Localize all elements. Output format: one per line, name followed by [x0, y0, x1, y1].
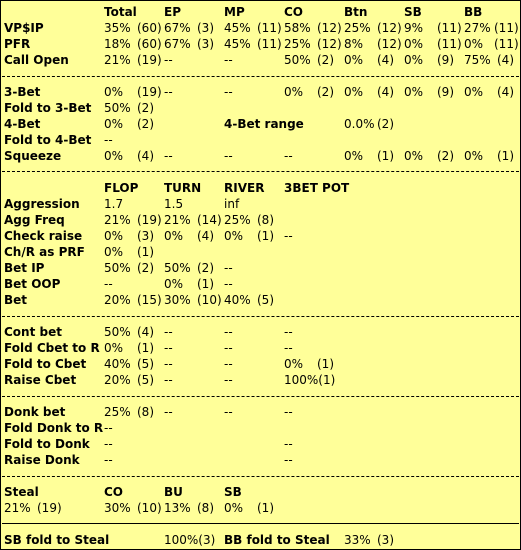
three-bet-ep: --: [164, 85, 173, 99]
vpip-bb: 27%: [464, 21, 491, 35]
three-bet-sb: 0%: [404, 85, 424, 99]
pfr-sb-count: (11): [437, 37, 462, 51]
call-open-sb: 0%: [404, 53, 424, 67]
call-open-btn: 0%: [344, 53, 364, 67]
vpip-sb-count: (11): [437, 21, 462, 35]
raise-cbet-3bet-pot: 100%(1): [284, 373, 336, 387]
fold-to-cbet-3bet-pot-count: (1): [317, 357, 334, 371]
four-bet-label: 4-Bet: [4, 117, 41, 131]
check-raise-turn-count: (4): [197, 229, 214, 243]
call-open-sb-count: (9): [437, 53, 454, 67]
pfr-btn: 8%: [344, 37, 364, 51]
agg-freq-label: Agg Freq: [4, 213, 65, 227]
vpip-bb-count: (11): [494, 21, 519, 35]
bet-oop-flop: --: [104, 277, 113, 291]
fold-to-cbet-river: --: [224, 357, 233, 371]
squeeze-ep: --: [164, 149, 173, 163]
fold-to-donk-3bet-pot: --: [284, 437, 293, 451]
check-raise-flop: 0%: [104, 229, 124, 243]
aggression-flop: 1.7: [104, 197, 124, 211]
call-open-label: Call Open: [4, 53, 69, 67]
agg-freq-river: 25%: [224, 213, 251, 227]
pfr-bb: 0%: [464, 37, 484, 51]
fold-cbet-to-r-flop-count: (1): [137, 341, 154, 355]
bet-turn: 30%: [164, 293, 191, 307]
donk-bet-flop: 25%: [104, 405, 131, 419]
header-co: CO: [284, 5, 304, 19]
three-bet-sb-count: (9): [437, 85, 454, 99]
pfr-sb: 0%: [404, 37, 424, 51]
fold-cbet-to-r-turn: --: [164, 341, 173, 355]
fold-to-cbet-flop: 40%: [104, 357, 131, 371]
chr-as-prf-flop: 0%: [104, 245, 124, 259]
section-divider: [2, 76, 519, 77]
fold-to-cbet-label: Fold to Cbet: [4, 357, 87, 371]
sb-fold-to-steal-value: 100%(3): [164, 533, 216, 547]
donk-bet-turn: --: [164, 405, 173, 419]
section-divider: [2, 316, 519, 317]
fold-to-3bet-label: Fold to 3-Bet: [4, 101, 92, 115]
cont-bet-turn: --: [164, 325, 173, 339]
fold-cbet-to-r-flop: 0%: [104, 341, 124, 355]
pfr-total-count: (60): [137, 37, 162, 51]
bet-label: Bet: [4, 293, 28, 307]
three-bet-bb: 0%: [464, 85, 484, 99]
bet-turn-count: (10): [197, 293, 222, 307]
steal-sb-count: (1): [257, 501, 274, 515]
steal-sb-label: SB: [224, 485, 242, 499]
bet-flop-count: (15): [137, 293, 162, 307]
squeeze-sb: 0%: [404, 149, 424, 163]
three-bet-mp: --: [224, 85, 233, 99]
agg-freq-turn-count: (14): [197, 213, 222, 227]
vpip-ep: 67%: [164, 21, 191, 35]
header-turn: TURN: [164, 181, 202, 195]
chr-as-prf-flop-count: (1): [137, 245, 154, 259]
steal-sb: 0%: [224, 501, 244, 515]
squeeze-mp: --: [224, 149, 233, 163]
pfr-ep: 67%: [164, 37, 191, 51]
raise-cbet-flop: 20%: [104, 373, 131, 387]
call-open-co: 50%: [284, 53, 311, 67]
bet-oop-river: --: [224, 277, 233, 291]
four-bet-range-value: 0.0%: [344, 117, 375, 131]
call-open-total: 21%: [104, 53, 131, 67]
sb-fold-to-steal-label: SB fold to Steal: [4, 533, 110, 547]
bet-oop-turn: 0%: [164, 277, 184, 291]
vpip-co-count: (12): [317, 21, 342, 35]
header-btn: Btn: [344, 5, 368, 19]
raise-cbet-turn: --: [164, 373, 173, 387]
section-divider: [2, 523, 519, 524]
raise-donk-3bet-pot: --: [284, 453, 293, 467]
vpip-co: 58%: [284, 21, 311, 35]
call-open-mp: --: [224, 53, 233, 67]
header-3bet-pot: 3BET POT: [284, 181, 350, 195]
steal-total-count: (19): [37, 501, 62, 515]
fold-to-4bet-total: --: [104, 133, 113, 147]
squeeze-label: Squeeze: [4, 149, 62, 163]
donk-bet-3bet-pot: --: [284, 405, 293, 419]
header-flop: FLOP: [104, 181, 139, 195]
fold-to-3bet-total: 50%: [104, 101, 131, 115]
call-open-total-count: (19): [137, 53, 162, 67]
pfr-btn-count: (12): [377, 37, 402, 51]
squeeze-btn-count: (1): [377, 149, 394, 163]
raise-cbet-label: Raise Cbet: [4, 373, 77, 387]
fold-to-donk-label: Fold to Donk: [4, 437, 90, 451]
four-bet-range-label: 4-Bet range: [224, 117, 304, 131]
header-total: Total: [104, 5, 137, 19]
vpip-btn-count: (12): [377, 21, 402, 35]
aggression-turn: 1.5: [164, 197, 184, 211]
fold-cbet-to-r-3bet-pot: --: [284, 341, 293, 355]
steal-bu-count: (8): [197, 501, 214, 515]
cont-bet-river: --: [224, 325, 233, 339]
bet-ip-label: Bet IP: [4, 261, 45, 275]
donk-bet-flop-count: (8): [137, 405, 154, 419]
pfr-mp: 45%: [224, 37, 251, 51]
check-raise-river-count: (1): [257, 229, 274, 243]
steal-co-label: CO: [104, 485, 124, 499]
fold-to-donk-flop: --: [104, 437, 113, 451]
cont-bet-3bet-pot: --: [284, 325, 293, 339]
squeeze-btn: 0%: [344, 149, 364, 163]
pfr-co: 25%: [284, 37, 311, 51]
vpip-sb: 9%: [404, 21, 424, 35]
squeeze-bb: 0%: [464, 149, 484, 163]
fold-cbet-to-r-river: --: [224, 341, 233, 355]
donk-bet-label: Donk bet: [4, 405, 66, 419]
call-open-bb: 75%: [464, 53, 491, 67]
chr-as-prf-label: Ch/R as PRF: [4, 245, 85, 259]
cont-bet-label: Cont bet: [4, 325, 62, 339]
bet-ip-flop: 50%: [104, 261, 131, 275]
squeeze-sb-count: (2): [437, 149, 454, 163]
bet-ip-flop-count: (2): [137, 261, 154, 275]
bet-river-count: (5): [257, 293, 274, 307]
bet-river: 40%: [224, 293, 251, 307]
three-bet-total-count: (19): [137, 85, 162, 99]
bet-ip-turn: 50%: [164, 261, 191, 275]
donk-bet-river: --: [224, 405, 233, 419]
three-bet-co-count: (2): [317, 85, 334, 99]
fold-to-3bet-count: (2): [137, 101, 154, 115]
squeeze-co: --: [284, 149, 293, 163]
raise-cbet-flop-count: (5): [137, 373, 154, 387]
pfr-bb-count: (11): [494, 37, 519, 51]
four-bet-range-count: (2): [377, 117, 394, 131]
raise-cbet-river: --: [224, 373, 233, 387]
header-mp: MP: [224, 5, 245, 19]
agg-freq-river-count: (8): [257, 213, 274, 227]
fold-donk-to-r-flop: --: [104, 421, 113, 435]
three-bet-total: 0%: [104, 85, 124, 99]
fold-cbet-to-r-label: Fold Cbet to R: [4, 341, 100, 355]
vpip-total-count: (60): [137, 21, 162, 35]
bet-oop-label: Bet OOP: [4, 277, 61, 291]
steal-bu-label: BU: [164, 485, 183, 499]
steal-co: 30%: [104, 501, 131, 515]
section-divider: [2, 396, 519, 397]
agg-freq-turn: 21%: [164, 213, 191, 227]
fold-to-4bet-label: Fold to 4-Bet: [4, 133, 92, 147]
agg-freq-flop-count: (19): [137, 213, 162, 227]
aggression-label: Aggression: [4, 197, 80, 211]
vpip-btn: 25%: [344, 21, 371, 35]
three-bet-co: 0%: [284, 85, 304, 99]
bet-oop-turn-count: (1): [197, 277, 214, 291]
check-raise-river: 0%: [224, 229, 244, 243]
call-open-co-count: (2): [317, 53, 334, 67]
squeeze-total-count: (4): [137, 149, 154, 163]
section-divider: [2, 476, 519, 477]
cont-bet-flop-count: (4): [137, 325, 154, 339]
pfr-mp-count: (11): [257, 37, 282, 51]
call-open-bb-count: (4): [497, 53, 514, 67]
vpip-mp-count: (11): [257, 21, 282, 35]
section-divider: [2, 171, 519, 172]
three-bet-label: 3-Bet: [4, 85, 41, 99]
check-raise-flop-count: (3): [137, 229, 154, 243]
bb-fold-to-steal-value: 33%: [344, 533, 371, 547]
check-raise-3bet-pot: --: [284, 229, 293, 243]
vpip-ep-count: (3): [197, 21, 214, 35]
bb-fold-to-steal-label: BB fold to Steal: [224, 533, 330, 547]
call-open-ep: --: [164, 53, 173, 67]
cont-bet-flop: 50%: [104, 325, 131, 339]
fold-to-cbet-flop-count: (5): [137, 357, 154, 371]
pfr-total: 18%: [104, 37, 131, 51]
check-raise-label: Check raise: [4, 229, 83, 243]
header-sb: SB: [404, 5, 422, 19]
bet-ip-turn-count: (2): [197, 261, 214, 275]
fold-to-cbet-turn: --: [164, 357, 173, 371]
bet-ip-river: --: [224, 261, 233, 275]
squeeze-bb-count: (1): [497, 149, 514, 163]
pfr-ep-count: (3): [197, 37, 214, 51]
bet-flop: 20%: [104, 293, 131, 307]
vpip-label: VP$IP: [4, 21, 44, 35]
three-bet-btn-count: (4): [377, 85, 394, 99]
four-bet-total: 0%: [104, 117, 124, 131]
pfr-co-count: (12): [317, 37, 342, 51]
squeeze-total: 0%: [104, 149, 124, 163]
header-ep: EP: [164, 5, 181, 19]
pfr-label: PFR: [4, 37, 31, 51]
steal-co-count: (10): [137, 501, 162, 515]
raise-donk-flop: --: [104, 453, 113, 467]
vpip-total: 35%: [104, 21, 131, 35]
three-bet-bb-count: (4): [497, 85, 514, 99]
call-open-btn-count: (4): [377, 53, 394, 67]
three-bet-btn: 0%: [344, 85, 364, 99]
bb-fold-to-steal-count: (3): [377, 533, 394, 547]
four-bet-count: (2): [137, 117, 154, 131]
header-bb: BB: [464, 5, 483, 19]
check-raise-turn: 0%: [164, 229, 184, 243]
raise-donk-label: Raise Donk: [4, 453, 80, 467]
header-river: RIVER: [224, 181, 265, 195]
vpip-mp: 45%: [224, 21, 251, 35]
steal-label: Steal: [4, 485, 39, 499]
agg-freq-flop: 21%: [104, 213, 131, 227]
fold-to-cbet-3bet-pot: 0%: [284, 357, 304, 371]
steal-total: 21%: [4, 501, 31, 515]
steal-bu: 13%: [164, 501, 191, 515]
aggression-river: inf: [224, 197, 240, 211]
fold-donk-to-r-label: Fold Donk to R: [4, 421, 104, 435]
